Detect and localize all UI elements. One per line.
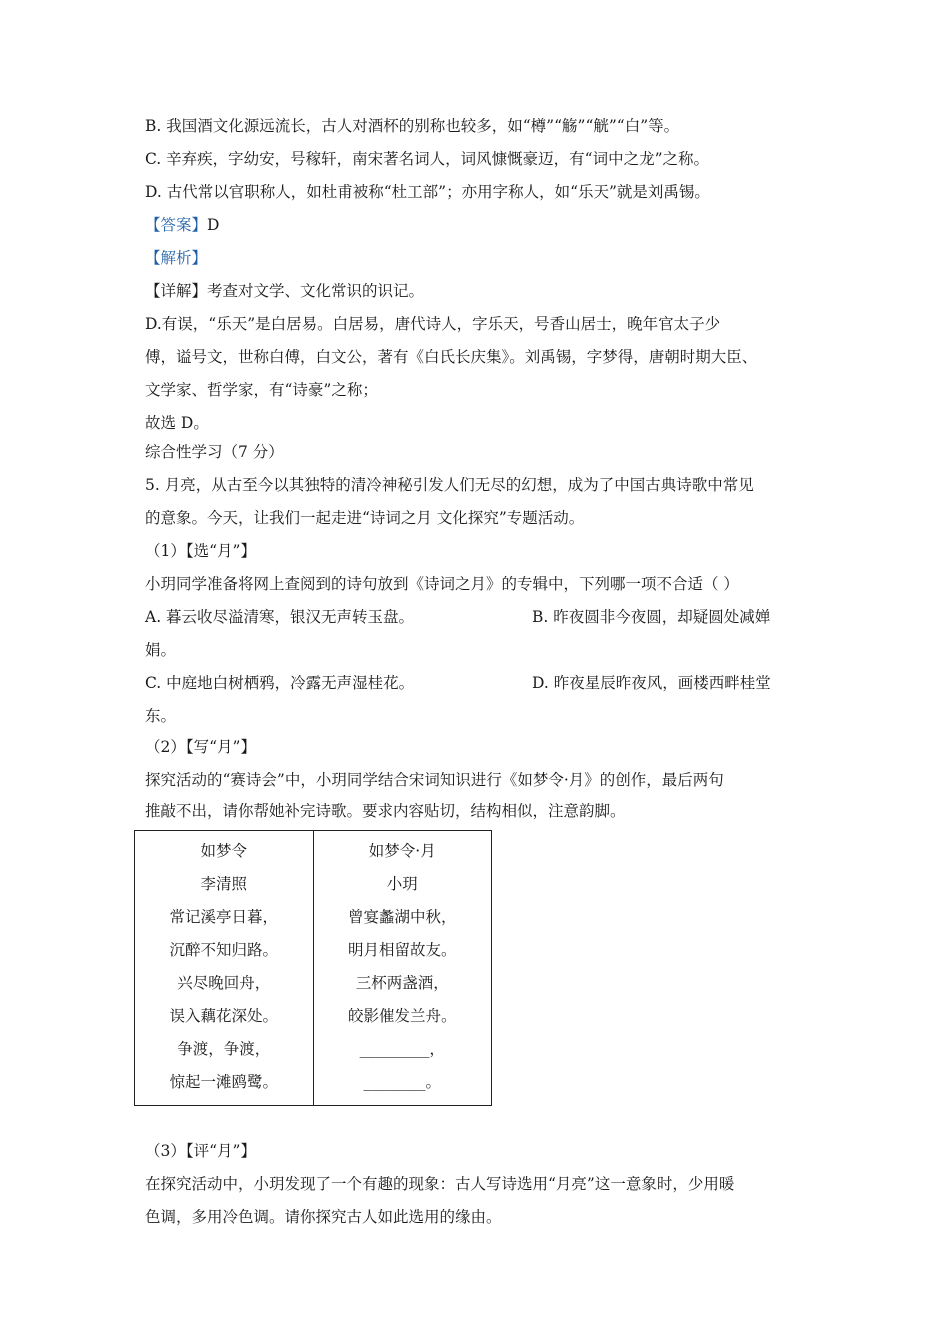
poem-right-author: 小玥: [386, 875, 418, 893]
poem-left-line: 兴尽晚回舟，: [177, 974, 271, 992]
conclusion: 故选 D。: [145, 414, 209, 432]
option-d: D. 昨夜星辰昨夜风，画楼西畔桂堂: [532, 674, 771, 692]
poem-left-column: [135, 831, 313, 1105]
part2-question-line-2: 推敲不出，请你帮她补完诗歌。要求内容贴切，结构相似，注意韵脚。: [145, 802, 626, 820]
poem-right-line: 曾宴蠡湖中秋，: [347, 908, 457, 926]
poem-right-column: [313, 831, 492, 1105]
poem-blank-2[interactable]: ________。: [363, 1073, 441, 1091]
poem-blank-1[interactable]: _________，: [359, 1040, 445, 1058]
detail-tag: 【详解】: [145, 282, 208, 300]
detail-line: [145, 280, 424, 302]
q4-option-c: C. 辛弃疾，字幼安，号稼轩，南宋著名词人，词风慷慨豪迈，有“词中之龙”之称。: [145, 150, 710, 168]
q5-stem-line-2: 的意象。今天，让我们一起走进“诗词之月 文化探究”专题活动。: [145, 509, 585, 527]
option-c: C. 中庭地白树栖鸦，冷露无声湿桂花。: [145, 674, 415, 692]
explanation-line-2: 傅，谥号文，世称白傅，白文公，著有《白氏长庆集》。刘禹锡，字梦得，唐朝时期大臣、: [145, 348, 758, 366]
part3-question-line-2: 色调，多用冷色调。请你探究古人如此选用的缘由。: [145, 1208, 502, 1226]
poem-right-title: 如梦令·月: [368, 842, 436, 860]
poem-right-line: 皎影催发兰舟。: [347, 1007, 457, 1025]
option-a: A. 暮云收尽溢清寒，银汉无声转玉盘。: [145, 608, 415, 626]
answer-value: D: [207, 216, 220, 234]
poem-left-line: 沉醉不知归路。: [169, 941, 278, 959]
option-d-continued: 东。: [145, 707, 177, 725]
option-b-continued: 娟。: [145, 641, 177, 659]
q4-option-b: B. 我国酒文化源远流长，古人对酒杯的别称也较多，如“樽”“觞”“觥”“白”等。: [145, 117, 680, 135]
part3-title: （3）【评“月”】: [145, 1142, 256, 1160]
poem-comparison-table: [134, 830, 492, 1106]
part2-title: （2）【写“月”】: [145, 738, 256, 756]
explanation-line-3: 文学家、哲学家，有“诗豪”之称；: [145, 381, 378, 399]
q5-stem-line-1: 5. 月亮，从古至今以其独特的清冷神秘引发人们无尽的幻想，成为了中国古典诗歌中常见: [145, 476, 754, 494]
section-heading: 综合性学习（7 分）: [145, 443, 284, 461]
detail-text: 考查对文学、文化常识的识记。: [207, 282, 425, 300]
poem-left-line: 争渡，争渡，: [177, 1040, 271, 1058]
poem-left-line: 常记溪亭日暮，: [169, 908, 278, 926]
part3-question-line-1: 在探究活动中，小玥发现了一个有趣的现象：古人写诗选用“月亮”这一意象时，少用暖: [145, 1175, 735, 1193]
answer-tag: 【答案】: [145, 216, 208, 234]
poem-left-author: 李清照: [200, 875, 247, 893]
explanation-line-1: D.有误，“乐天”是白居易。白居易，唐代诗人，字乐天，号香山居士，晚年官太子少: [145, 315, 721, 333]
poem-left-title: 如梦令: [200, 842, 247, 860]
analysis-tag: 【解析】: [145, 249, 208, 267]
part2-question-line-1: 探究活动的“赛诗会”中，小玥同学结合宋词知识进行《如梦令·月》的创作，最后两句: [145, 771, 724, 789]
poem-right-line: 三杯两盏酒，: [355, 974, 449, 992]
answer-line: [145, 214, 219, 236]
part1-question: 小玥同学准备将网上查阅到的诗句放到《诗词之月》的专辑中，下列哪一项不合适（ ）: [145, 575, 739, 593]
q4-option-d: D. 古代常以官职称人，如杜甫被称“杜工部”；亦用字称人，如“乐天”就是刘禹锡。: [145, 183, 710, 201]
poem-right-line: 明月相留故友。: [347, 941, 457, 959]
poem-left-line: 误入藕花深处。: [169, 1007, 278, 1025]
poem-left-line: 惊起一滩鸥鹭。: [169, 1073, 278, 1091]
option-b: B. 昨夜圆非今夜圆，却疑圆处减婵: [532, 608, 771, 626]
part1-title: （1）【选“月”】: [145, 542, 256, 560]
